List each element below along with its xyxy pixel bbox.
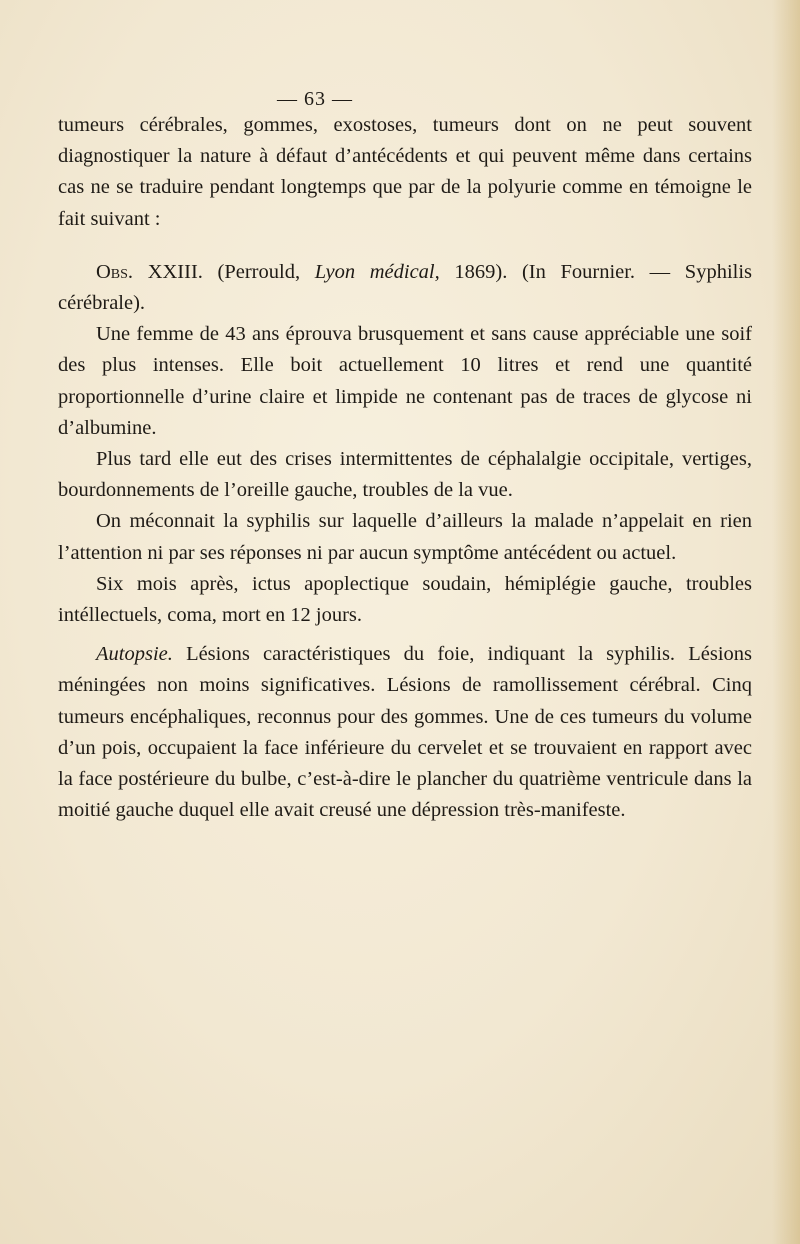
autopsy-label: Autopsie. [96,643,173,666]
citation-start: (Perrould, [217,260,301,283]
observation-label: Obs. [96,260,134,283]
observation-number: XXIII. [147,260,203,283]
intro-paragraph: tumeurs cérébrales, gommes, exostoses, tumeurs dont on ne peut souvent diagnostiquer la nature à défaut d’antécédents et qui peuvent même dans certains cas ne se traduire pendant longtemps que par de la polyurie comme en témoigne le fait suivant : [58,114,752,230]
case-paragraph-4: Six mois après, ictus apoplectique soudain, hémiplégie gauche, troubles intéllectuels, coma, mort en 12 jours. [58,572,752,627]
page-text [58,110,752,826]
autopsy-text: Lésions caractéristiques du foie, indiquant la syphilis. Lésions méningées non moins significatives. Lésions de ramollissement cérébral. Cinq tumeurs encéphaliques, reconnus pour des gommes. Une de ces tumeurs du volume d’un pois, occupaient la face inférieure du cervelet et se trouvaient en rapport avec la face postérieure du bulbe, c’est-à-dire le plancher du quatrième ventricule dans la moitié gauche duquel elle avait creusé une dépression très-manifeste. [58,643,752,822]
journal-title: Lyon médical, [314,260,440,283]
paragraph-gap [58,235,752,257]
page-edge-shadow [772,0,800,1244]
page-number: — 63 — [277,88,353,110]
case-paragraph-3: On méconnait la syphilis sur laquelle d’ailleurs la malade n’appelait en rien l’attention ni par ses réponses ni par aucun symptôme antécédent ou actuel. [58,510,752,564]
case-paragraph-2: Plus tard elle eut des crises intermittentes de céphalalgie occipitale, vertiges, bourdonnements de l’oreille gauche, troubles de la vue. [58,448,752,502]
paragraph-gap [58,631,752,639]
case-paragraph-1: Une femme de 43 ans éprouva brusquement et sans cause appréciable une soif des plus intenses. Elle boit actuellement 10 litres et rend une quantité proportionnelle d’urine claire et limpide ne contenant pas de traces de glycose ni d’albumine. [58,323,752,439]
citation-end: 1869). (In Fournier. — Syphilis cérébrale). [58,260,753,315]
autopsy-paragraph [58,639,752,826]
observation-heading [58,257,752,319]
